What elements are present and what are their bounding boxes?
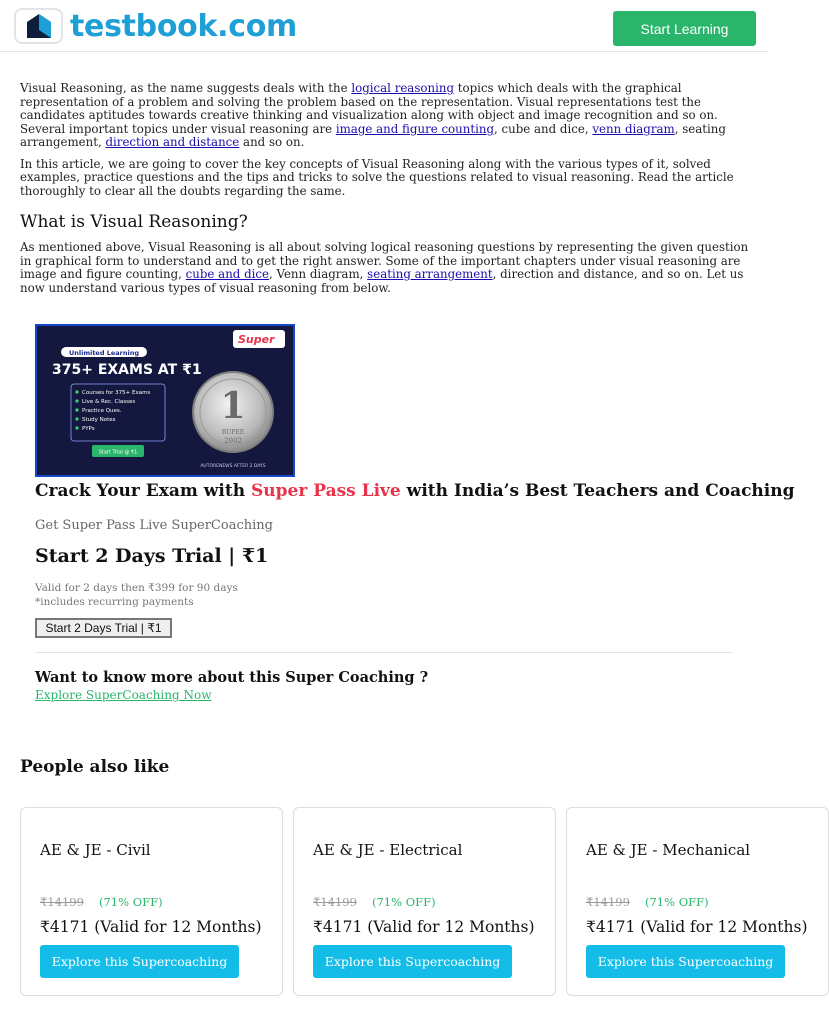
intro-text-4: , seating arrangement, bbox=[20, 121, 726, 149]
trial-heading: Start 2 Days Trial | ₹1 bbox=[35, 545, 269, 567]
seating-arrangement-link[interactable]: seating arrangement bbox=[367, 267, 493, 281]
promo-subtitle: Get Super Pass Live SuperCoaching bbox=[35, 518, 273, 533]
start-learning-button[interactable]: Start Learning bbox=[613, 11, 756, 46]
more-info-heading: Want to know more about this Super Coaching ? bbox=[35, 669, 429, 686]
banner-feature-4: Study Notes bbox=[82, 417, 116, 423]
banner-headline: 375+ EXAMS AT ₹1 bbox=[52, 362, 202, 378]
venn-diagram-link[interactable]: venn diagram bbox=[592, 121, 675, 136]
super-badge: Super bbox=[238, 333, 275, 346]
cube-dice-link[interactable]: cube and dice bbox=[185, 267, 270, 281]
coin-value: 1 bbox=[220, 385, 246, 427]
section-divider bbox=[35, 652, 733, 653]
promo-title-highlight: Super Pass Live bbox=[251, 481, 401, 501]
section-heading: What is Visual Reasoning? bbox=[20, 212, 248, 232]
course-name: AE & JE - Civil bbox=[40, 841, 151, 859]
coin-word: RUPEE bbox=[221, 429, 245, 436]
original-price: ₹14199 bbox=[40, 895, 84, 909]
banner-feature-5: PYPs bbox=[82, 426, 95, 432]
promo-title-pre: Crack Your Exam with bbox=[35, 481, 252, 501]
start-trial-button[interactable]: Start 2 Days Trial | ₹1 bbox=[35, 618, 172, 638]
banner-feature-3: Practice Ques. bbox=[82, 408, 122, 414]
intro-text-1: Visual Reasoning, as the name suggests deals with the bbox=[20, 81, 352, 95]
validity-line: Valid for 2 days then ₹399 for 90 days bbox=[35, 582, 238, 594]
banner-feature-1: Courses for 375+ Exams bbox=[82, 390, 151, 396]
course-card-electrical[interactable] bbox=[293, 807, 556, 996]
banner-tag: Unlimited Learning bbox=[68, 349, 140, 357]
intro-text-5: and so on. bbox=[239, 135, 305, 149]
discount-badge: (71% OFF) bbox=[645, 895, 709, 909]
super-pass-banner[interactable] bbox=[35, 324, 295, 477]
direction-distance-link[interactable]: direction and distance bbox=[105, 135, 240, 149]
intro-text-3: , cube and dice, bbox=[494, 121, 593, 136]
course-card-mechanical[interactable] bbox=[566, 807, 829, 996]
explore-course-button[interactable]: Explore this Supercoaching bbox=[313, 945, 512, 978]
testbook-logo-icon bbox=[14, 8, 63, 44]
discount-badge: (71% OFF) bbox=[372, 895, 436, 909]
original-price: ₹14199 bbox=[313, 895, 357, 909]
definition-text-1: As mentioned above, Visual Reasoning is all about solving logical reasoning questions by representing the given question in graphical form to understand and to get the right answer. Some of the important chapters under visual reasoning are image and figure counting, bbox=[20, 240, 749, 281]
definition-text-3: , direction and distance, and so on. Let us now understand various types of visual reasoning from below. bbox=[20, 267, 744, 295]
discount-badge: (71% OFF) bbox=[99, 895, 163, 909]
image-figure-counting-link[interactable]: image and figure counting bbox=[335, 121, 495, 136]
course-price: ₹4171 (Valid for 12 Months) bbox=[586, 918, 808, 936]
people-also-like-title: People also like bbox=[20, 757, 170, 777]
explore-supercoaching-link[interactable]: Explore SuperCoaching Now bbox=[35, 688, 212, 702]
recurring-note: *includes recurring payments bbox=[35, 596, 194, 608]
logical-reasoning-link[interactable]: logical reasoning bbox=[351, 81, 455, 95]
trial-validity bbox=[35, 581, 238, 609]
banner-footer: AUTORENEWS AFTER 2 DAYS bbox=[200, 464, 266, 469]
overview-paragraph: In this article, we are going to cover the key concepts of Visual Reasoning along with the various types of it, solved examples, practice questions and the tips and tricks to solve the questions related to visual reasoning. Read the article thoroughly to clear all the doubts regarding the same. bbox=[20, 156, 734, 198]
course-price: ₹4171 (Valid for 12 Months) bbox=[40, 918, 262, 936]
intro-text-2: topics which deals with the graphical representation of a problem and solving the problem based on the representation. Visual representations test the candidates aptitudes towards creative thinking and visualization along with object and image recognition and so on. Several important topics under visual reasoning are bbox=[20, 81, 718, 136]
course-name: AE & JE - Electrical bbox=[313, 841, 463, 859]
course-carousel[interactable] bbox=[20, 807, 808, 997]
promo-title bbox=[35, 481, 795, 501]
coin-year: 2002 bbox=[224, 437, 242, 445]
promo-title-post: with India’s Best Teachers and Coaching bbox=[400, 481, 795, 501]
intro-paragraph bbox=[20, 82, 750, 150]
course-name: AE & JE - Mechanical bbox=[586, 841, 751, 859]
course-card-civil[interactable] bbox=[20, 807, 283, 996]
article-body bbox=[20, 82, 750, 303]
explore-course-button[interactable]: Explore this Supercoaching bbox=[40, 945, 239, 978]
definition-paragraph bbox=[20, 241, 750, 295]
original-price: ₹14199 bbox=[586, 895, 630, 909]
logo-text: testbook.com bbox=[70, 8, 297, 44]
definition-text-2: , Venn diagram, bbox=[269, 267, 368, 281]
explore-course-button[interactable]: Explore this Supercoaching bbox=[586, 945, 785, 978]
banner-cta: Start Trial @ ₹1 bbox=[98, 449, 138, 456]
banner-feature-2: Live & Rec. Classes bbox=[82, 399, 136, 405]
testbook-logo[interactable] bbox=[14, 8, 297, 44]
course-price: ₹4171 (Valid for 12 Months) bbox=[313, 918, 535, 936]
site-header bbox=[0, 0, 768, 52]
